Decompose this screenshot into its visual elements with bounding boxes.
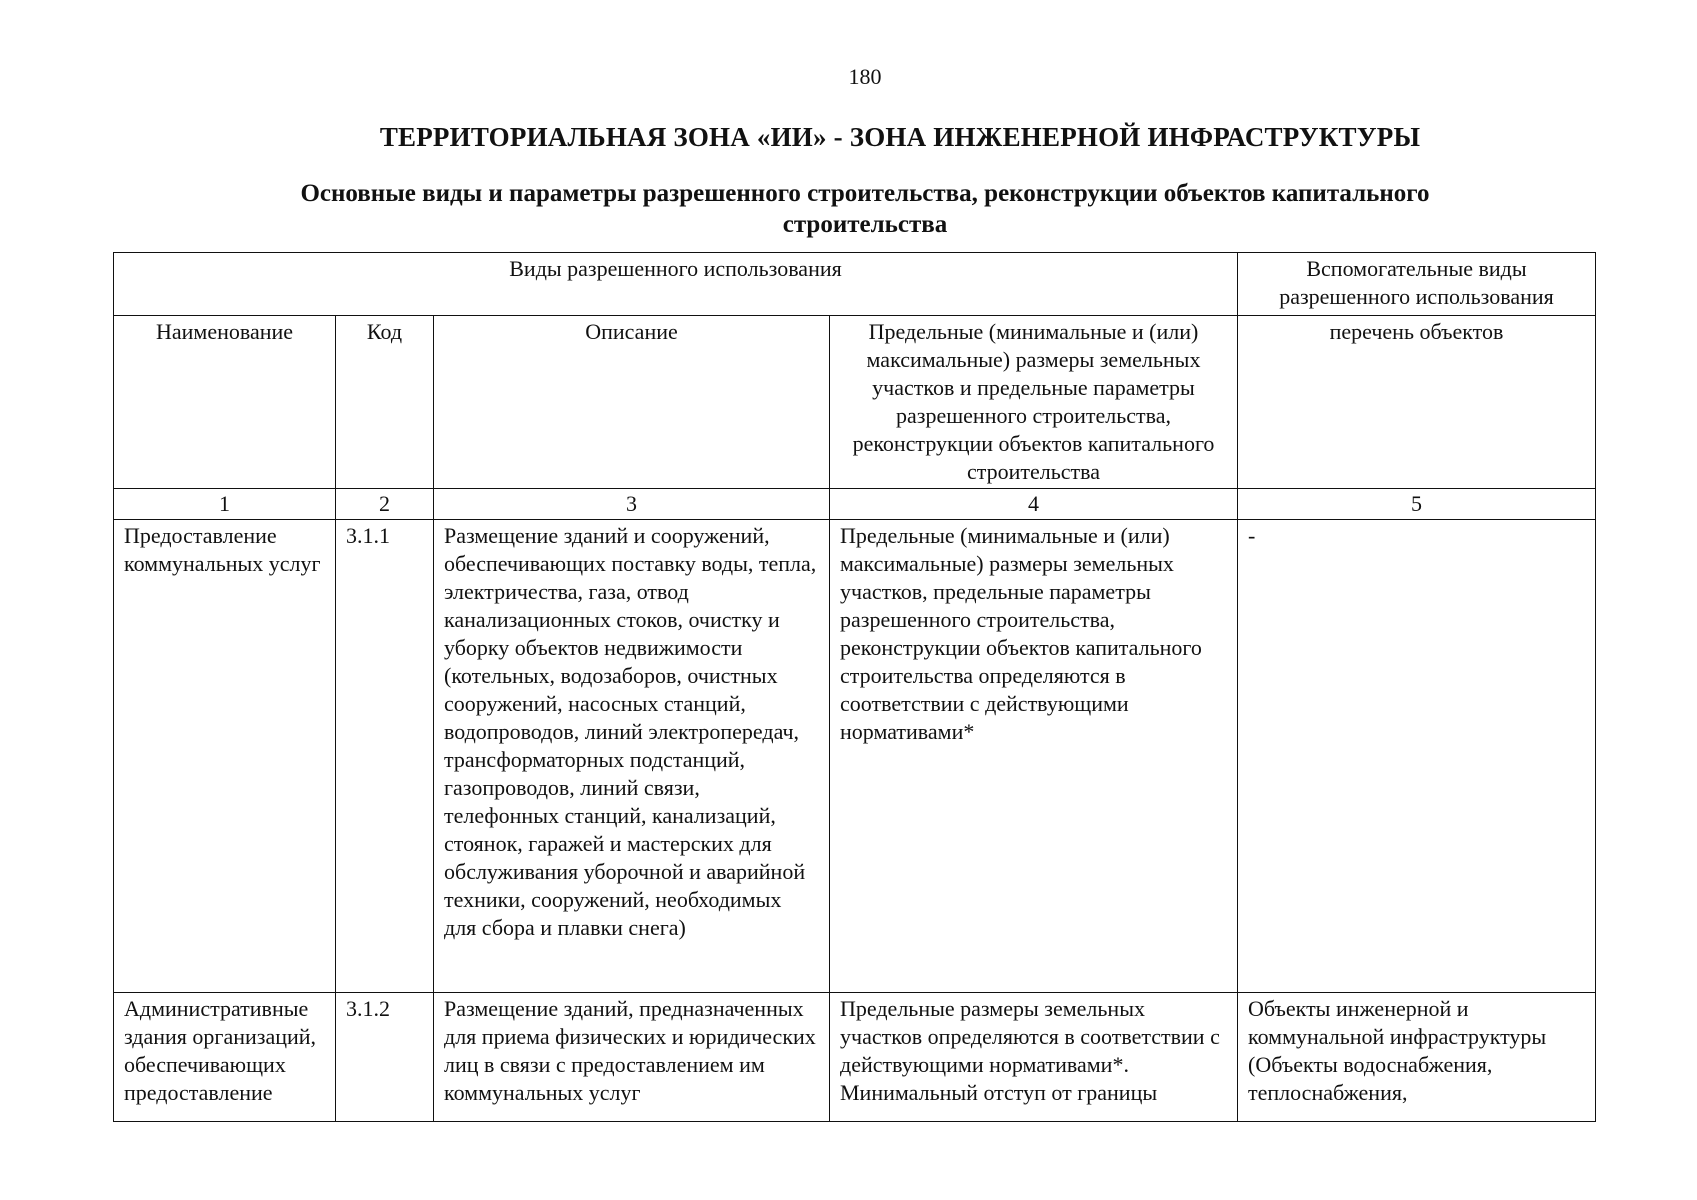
zone-title: ТЕРРИТОРИАЛЬНАЯ ЗОНА «ИИ» - ЗОНА ИНЖЕНЕРНОЙ ИНФРАСТРУКТУРЫ <box>379 122 1421 152</box>
column-header-name: Наименование <box>114 316 336 489</box>
permitted-use-table <box>113 252 1596 1122</box>
table-column-number-row <box>114 489 1596 520</box>
table-group-header-row <box>114 253 1596 316</box>
section-title-line-2: строительства <box>782 211 948 238</box>
row-description: Размещение зданий, предназначенных для приема физических и юридических лиц в связи с предоставлением им коммунальных услуг <box>434 993 830 1122</box>
column-number: 3 <box>434 489 830 520</box>
column-header-limits: Предельные (минимальные и (или) максимальные) размеры земельных участков и предельные параметры разрешенного строительства, реконструкции объектов капитального строительства <box>830 316 1238 489</box>
column-header-objects: перечень объектов <box>1238 316 1596 489</box>
group-header-main: Виды разрешенного использования <box>114 253 1238 316</box>
column-number: 1 <box>114 489 336 520</box>
group-header-aux: Вспомогательные виды разрешенного использования <box>1238 253 1596 316</box>
column-number: 2 <box>336 489 434 520</box>
row-limits: Предельные размеры земельных участков определяются в соответствии с действующими нормативами*. Минимальный отступ от границы <box>830 993 1238 1122</box>
column-number: 5 <box>1238 489 1596 520</box>
column-header-code: Код <box>336 316 434 489</box>
row-objects: - <box>1238 520 1596 993</box>
table-column-header-row <box>114 316 1596 489</box>
row-name: Предоставление коммунальных услуг <box>114 520 336 993</box>
row-code: 3.1.2 <box>336 993 434 1122</box>
row-description: Размещение зданий и сооружений, обеспечивающих поставку воды, тепла, электричества, газа, отвод канализационных стоков, очистку и уборку объектов недвижимости (котельных, водозаборов, очистных сооружений, насосных станций, водопроводов, линий электропередач, трансформаторных подстанций, газопроводов, линий связи, телефонных станций, канализаций, стоянок, гаражей и мастерских для обслуживания уборочной и аварийной техники, сооружений, необходимых для сбора и плавки снега) <box>434 520 830 993</box>
row-name: Административные здания организаций, обеспечивающих предоставление <box>114 993 336 1122</box>
row-code: 3.1.1 <box>336 520 434 993</box>
row-limits: Предельные (минимальные и (или) максимальные) размеры земельных участков, предельные параметры разрешенного строительства, реконструкции объектов капитального строительства определяются в соответствии с действующими нормативами* <box>830 520 1238 993</box>
row-objects: Объекты инженерной и коммунальной инфраструктуры (Объекты водоснабжения, теплоснабжения, <box>1238 993 1596 1122</box>
column-header-description: Описание <box>434 316 830 489</box>
table-row <box>114 520 1596 993</box>
page-number: 180 <box>848 64 882 89</box>
section-title <box>0 178 1697 240</box>
section-title-line-1: Основные виды и параметры разрешенного строительства, реконструкции объектов капитального <box>300 180 1430 207</box>
table-row <box>114 993 1596 1122</box>
column-number: 4 <box>830 489 1238 520</box>
